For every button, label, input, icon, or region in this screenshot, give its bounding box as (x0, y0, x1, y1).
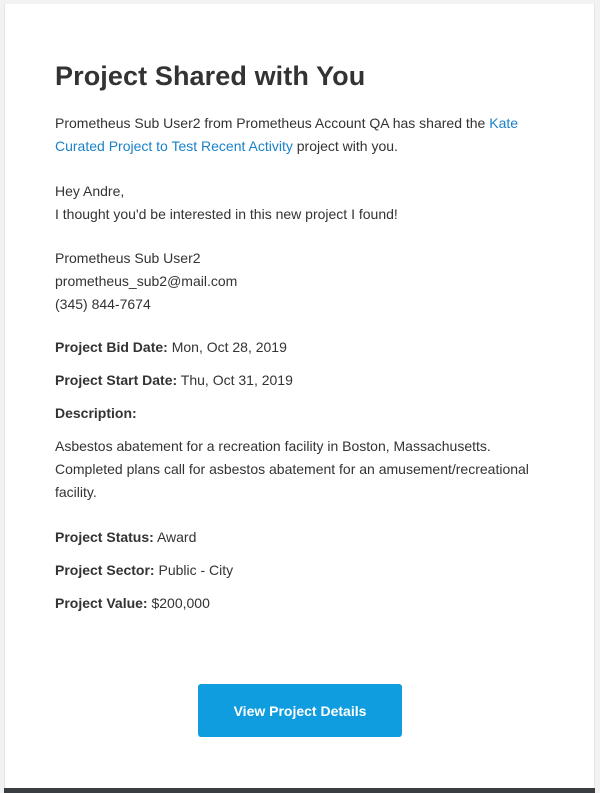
start-date-label: Project Start Date: (55, 372, 178, 388)
status-row (55, 526, 555, 549)
bid-date-value: Mon, Oct 28, 2019 (171, 339, 287, 355)
bid-date-row (55, 336, 555, 359)
intro-text-before: Prometheus Sub User2 from Prometheus Account QA has shared the (55, 115, 490, 131)
footer-bar (4, 788, 595, 793)
sector-row (55, 559, 555, 582)
start-date-value: Thu, Oct 31, 2019 (180, 372, 293, 388)
sector-value: Public - City (158, 562, 234, 578)
description-label-row (55, 402, 555, 425)
start-date-row (55, 369, 555, 392)
cta-wrapper (198, 684, 402, 737)
intro-paragraph (55, 112, 555, 158)
status-value: Award (156, 529, 197, 545)
value-row (55, 592, 555, 615)
message-greeting: Hey Andre, (55, 183, 125, 199)
sender-email: prometheus_sub2@mail.com (55, 273, 238, 289)
sector-label: Project Sector: (55, 562, 155, 578)
message-body: I thought you'd be interested in this new project I found! (55, 206, 398, 222)
value-value: $200,000 (151, 595, 210, 611)
email-card (4, 4, 595, 788)
email-title: Project Shared with You (55, 61, 366, 91)
project-link[interactable]: Kate Curated Project to Test Recent Activity (55, 115, 519, 154)
sender-phone: (345) 844-7674 (55, 296, 151, 312)
view-project-details-button[interactable]: View Project Details (198, 684, 402, 737)
email-content (55, 60, 555, 625)
bid-date-label: Project Bid Date: (55, 339, 168, 355)
status-label: Project Status: (55, 529, 154, 545)
sender-name: Prometheus Sub User2 (55, 250, 201, 266)
value-label: Project Value: (55, 595, 148, 611)
description-label: Description: (55, 405, 137, 421)
intro-text-after: project with you. (292, 138, 398, 154)
description-value: Asbestos abatement for a recreation facility in Boston, Massachusetts. Completed plans call for asbestos abatement for an amusement/recreational facility. (55, 438, 529, 500)
